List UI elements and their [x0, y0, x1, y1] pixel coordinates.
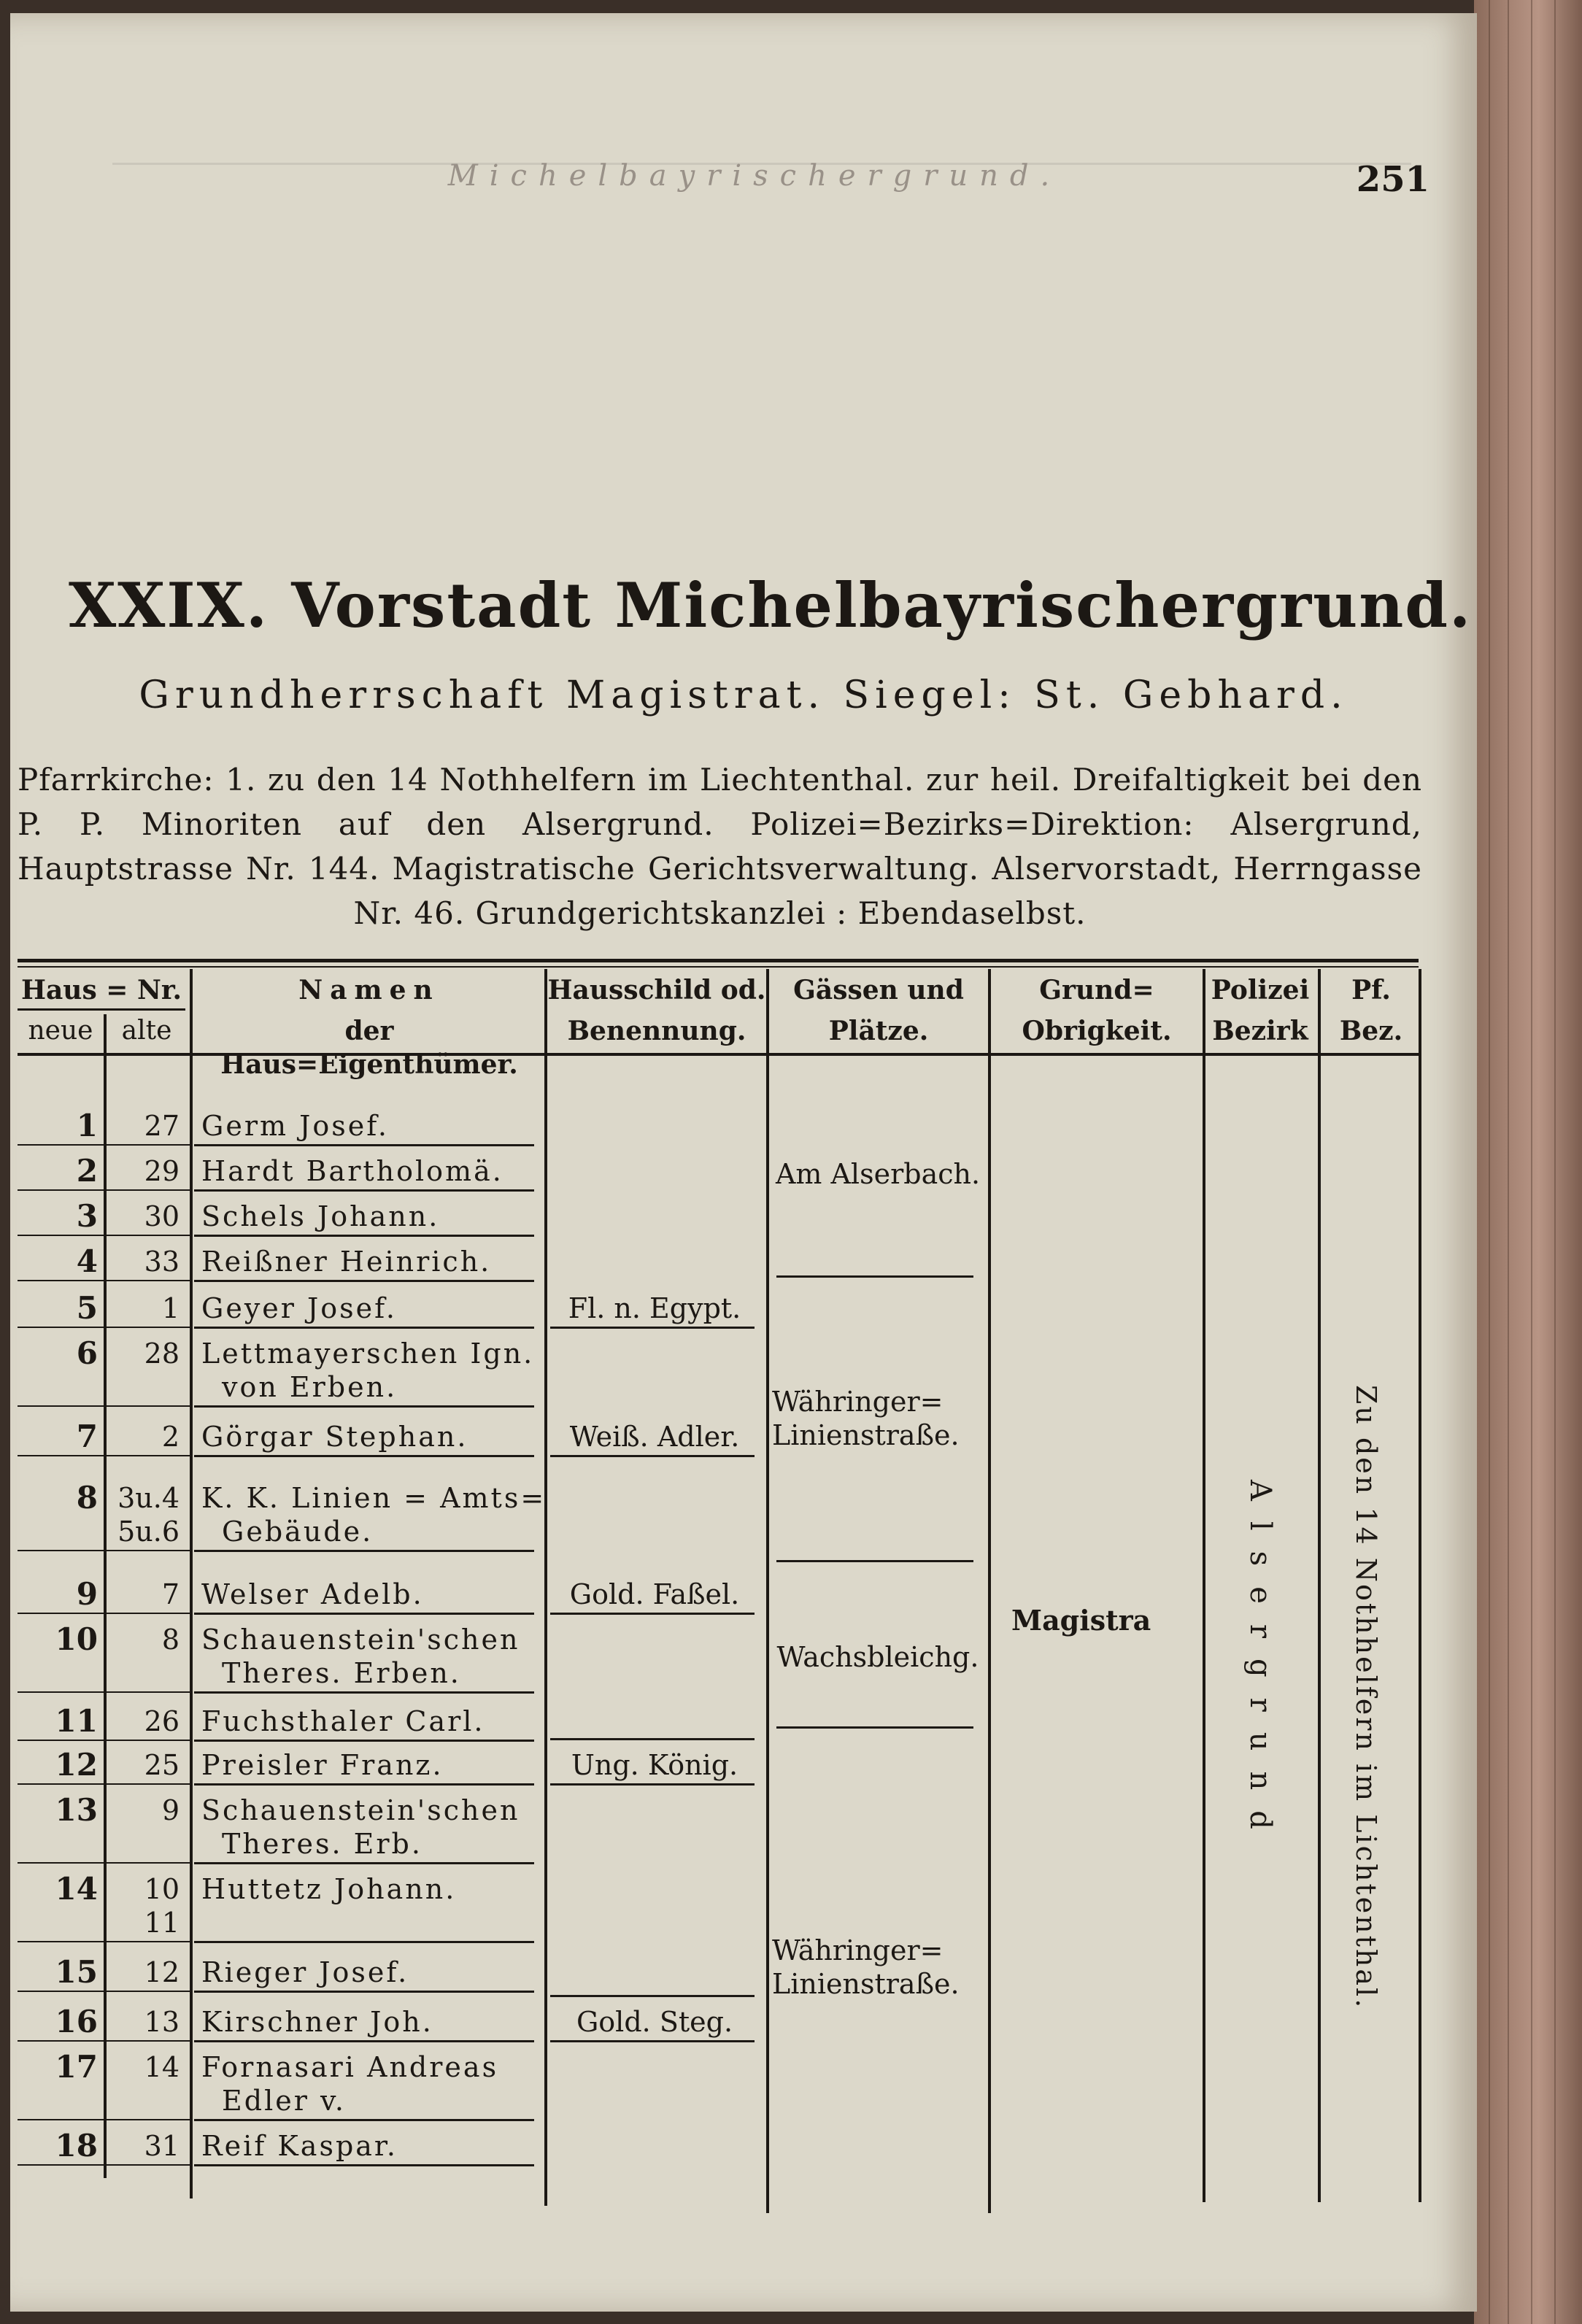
row-rule: [18, 1613, 190, 1614]
header-schild: Hausschild od.: [547, 975, 766, 1005]
owner-name: Theres. Erb.: [222, 1828, 422, 1860]
house-number-old: 33: [144, 1246, 180, 1278]
pfarr-bezirk: Zu den 14 Nothhelfern im Lichtenthal.: [1350, 1385, 1382, 2010]
owner-name: von Erben.: [222, 1371, 398, 1403]
owner-name: Reißner Heinrich.: [201, 1246, 492, 1278]
row-rule: [18, 2164, 190, 2166]
col-rule: [544, 969, 547, 2206]
row-rule: [18, 1783, 190, 1785]
street-rule: [776, 1726, 973, 1729]
owner-name: Fornasari Andreas: [201, 2051, 499, 2083]
house-number-new: 17: [55, 2049, 98, 2085]
row-rule: [18, 1691, 190, 1693]
house-number-old: 10: [144, 1873, 180, 1905]
house-number-new: 13: [55, 1792, 98, 1828]
grund-obrigkeit: Magistra: [1011, 1604, 1151, 1637]
house-number-old: 30: [144, 1200, 180, 1232]
house-number-new: 7: [76, 1418, 98, 1454]
owner-name: Schels Johann.: [201, 1200, 440, 1232]
header-polizei-sub: Bezirk: [1212, 1016, 1308, 1046]
col-rule: [766, 969, 769, 2213]
header-haus-sub-rule: [18, 1008, 185, 1011]
house-number-old: 25: [144, 1749, 180, 1781]
street-am-alserbach: Am Alserbach.: [775, 1158, 981, 1190]
row-rule: [194, 2119, 534, 2121]
owner-name: Schauenstein'schen: [201, 1794, 520, 1826]
house-number-old: 14: [144, 2051, 180, 2083]
row-rule: [18, 1327, 190, 1328]
sign-rule: [550, 1455, 755, 1457]
row-rule: [194, 1740, 534, 1742]
row-rule: [194, 2164, 534, 2166]
row-rule: [18, 1991, 190, 1992]
house-number-new: 11: [55, 1703, 98, 1739]
owner-name: Huttetz Johann.: [201, 1873, 457, 1905]
header-pf: Pf.: [1351, 975, 1391, 1005]
row-rule: [194, 1862, 534, 1864]
row-rule: [194, 1189, 534, 1192]
owner-name: Preisler Franz.: [201, 1749, 444, 1781]
row-rule: [194, 1783, 534, 1786]
row-rule: [18, 1862, 190, 1864]
sign-row-16: Gold. Steg.: [576, 2006, 733, 2038]
row-rule: [194, 1941, 534, 1943]
table-top-rule: [18, 959, 1419, 962]
owner-name: Rieger Josef.: [201, 1956, 409, 1988]
header-pf-sub: Bez.: [1339, 1016, 1403, 1046]
row-rule: [18, 1455, 190, 1456]
house-number-old-cont: 5u.6: [117, 1516, 180, 1548]
house-number-new: 12: [55, 1747, 98, 1783]
row-rule: [18, 1941, 190, 1942]
house-number-old: 8: [161, 1624, 180, 1656]
house-number-old: 13: [144, 2006, 180, 2038]
row-rule: [18, 1405, 190, 1407]
house-number-new: 6: [76, 1335, 98, 1371]
header-neue: neue: [28, 1016, 93, 1046]
house-number-old: 9: [161, 1794, 180, 1826]
sign-rule: [550, 1995, 755, 1997]
owner-name: Welser Adelb.: [201, 1578, 424, 1610]
house-number-new: 3: [76, 1198, 98, 1234]
row-rule: [194, 1235, 534, 1237]
row-rule: [18, 2119, 190, 2120]
house-number-old: 28: [144, 1337, 180, 1370]
row-rule: [194, 2040, 534, 2042]
sign-rule: [550, 1738, 755, 1740]
house-number-old: 26: [144, 1705, 180, 1737]
polizei-bezirk: Alsergrund: [1243, 1480, 1277, 1850]
header-grund: Grund=: [1039, 975, 1154, 1005]
street-wachsbleichg: Wachsbleichg.: [776, 1641, 979, 1673]
row-rule: [194, 1455, 534, 1457]
owner-name: Edler v.: [222, 2085, 346, 2117]
owner-name: Hardt Bartholomä.: [201, 1155, 503, 1187]
house-number-old: 12: [144, 1956, 180, 1988]
row-rule: [194, 1327, 534, 1329]
house-number-new: 5: [76, 1290, 98, 1326]
house-number-new: 10: [55, 1621, 98, 1657]
running-head: Michelbayrischergrund.: [447, 159, 1062, 193]
header-namen: Namen: [298, 975, 440, 1005]
sign-row-7: Weiß. Adler.: [569, 1421, 740, 1453]
header-gassen-sub: Plätze.: [828, 1016, 929, 1046]
owner-name: Germ Josef.: [201, 1110, 390, 1142]
col-rule: [1203, 969, 1205, 2202]
row-rule: [194, 1613, 534, 1615]
street-rule: [776, 1560, 973, 1562]
col-rule: [1318, 969, 1321, 2202]
owner-name: Reif Kaspar.: [201, 2130, 398, 2162]
section-subtitle: Grundherrschaft Magistrat. Siegel: St. Gebhard.: [139, 673, 1348, 717]
sign-rule: [550, 2040, 755, 2042]
header-grund-sub: Obrigkeit.: [1022, 1016, 1172, 1046]
row-rule: [18, 1235, 190, 1236]
col-rule: [988, 969, 991, 2213]
owner-name: Fuchsthaler Carl.: [201, 1705, 485, 1737]
row-rule: [194, 1280, 534, 1282]
sign-row-5: Fl. n. Egypt.: [568, 1292, 741, 1324]
row-rule: [194, 1691, 534, 1694]
row-rule: [18, 1740, 190, 1741]
house-number-old: 3u.4: [117, 1482, 180, 1514]
row-rule: [194, 1144, 534, 1146]
page-number: 251: [1356, 159, 1429, 200]
owner-name: K. K. Linien = Amts=: [201, 1482, 547, 1514]
row-rule: [18, 1144, 190, 1146]
street-waehringer-1: Währinger= Linienstraße.: [772, 1386, 960, 1451]
sign-rule: [550, 1783, 755, 1786]
table-top-rule-thin: [18, 966, 1419, 968]
section-title: XXIX. Vorstadt Michelbayrischergrund.: [69, 569, 1473, 641]
header-polizei: Polizei: [1211, 975, 1310, 1005]
house-number-new: 14: [55, 1871, 98, 1907]
bleed-through: [112, 163, 1411, 617]
street-rule: [776, 1275, 973, 1278]
house-number-old: 1: [161, 1292, 180, 1324]
house-number-new: 16: [55, 2004, 98, 2039]
book-page: [10, 13, 1477, 2312]
street-waehringer-2: Währinger= Linienstraße.: [772, 1934, 960, 2000]
owner-name: Lettmayerschen Ign.: [201, 1337, 535, 1370]
house-number-new: 2: [76, 1153, 98, 1189]
row-rule: [194, 1991, 534, 1993]
sign-rule: [550, 1613, 755, 1615]
house-number-old: 2: [161, 1421, 180, 1453]
header-haus-nr: Haus = Nr.: [20, 975, 182, 1005]
header-namen-sub: der Haus=Eigenthümer.: [220, 1016, 518, 1080]
owner-name: Geyer Josef.: [201, 1292, 397, 1324]
sign-rule: [550, 1327, 755, 1329]
owner-name: Gebäude.: [222, 1516, 374, 1548]
owner-name: Görgar Stephan.: [201, 1421, 468, 1453]
book-edge: [1474, 0, 1582, 2324]
house-number-new: 18: [55, 2128, 98, 2163]
sign-row-9: Gold. Faßel.: [569, 1578, 740, 1610]
col-rule: [1419, 969, 1421, 2202]
parish-paragraph: Pfarrkirche: 1. zu den 14 Nothhelfern im Liechtenthal. zur heil. Dreifaltigkeit bei den P. P. Minoriten auf den Alsergrund. Polizei=Bezirks=Direktion: Alsergrund, Hauptstrasse Nr. 144. Magistratische Gerichtsverwaltung. Alservorstadt, Herrngasse Nr. 46. Grundgerichtskanzlei : Ebendaselbst.: [18, 762, 1422, 931]
row-rule: [194, 1405, 534, 1408]
house-number-old: 29: [144, 1155, 180, 1187]
row-rule: [18, 2040, 190, 2042]
house-number-old: 7: [161, 1578, 180, 1610]
row-rule: [18, 1189, 190, 1191]
row-rule: [18, 1280, 190, 1281]
sign-row-12: Ung. König.: [571, 1749, 738, 1781]
house-number-old-cont: 11: [144, 1907, 180, 1939]
owner-name: Theres. Erben.: [222, 1657, 461, 1689]
header-schild-sub: Benennung.: [567, 1016, 746, 1046]
row-rule: [18, 1550, 190, 1551]
house-number-old: 27: [144, 1110, 180, 1142]
house-number-new: 9: [76, 1576, 98, 1612]
house-number-old: 31: [144, 2130, 180, 2162]
house-number-new: 15: [55, 1954, 98, 1990]
house-number-new: 8: [76, 1480, 98, 1516]
header-gassen: Gässen und: [793, 975, 964, 1005]
owner-name: Kirschner Joh.: [201, 2006, 433, 2038]
house-number-new: 1: [76, 1108, 98, 1143]
row-rule: [194, 1550, 534, 1552]
house-number-new: 4: [76, 1243, 98, 1279]
owner-name: Schauenstein'schen: [201, 1624, 520, 1656]
col-rule: [190, 969, 193, 2198]
header-alte: alte: [121, 1016, 172, 1046]
